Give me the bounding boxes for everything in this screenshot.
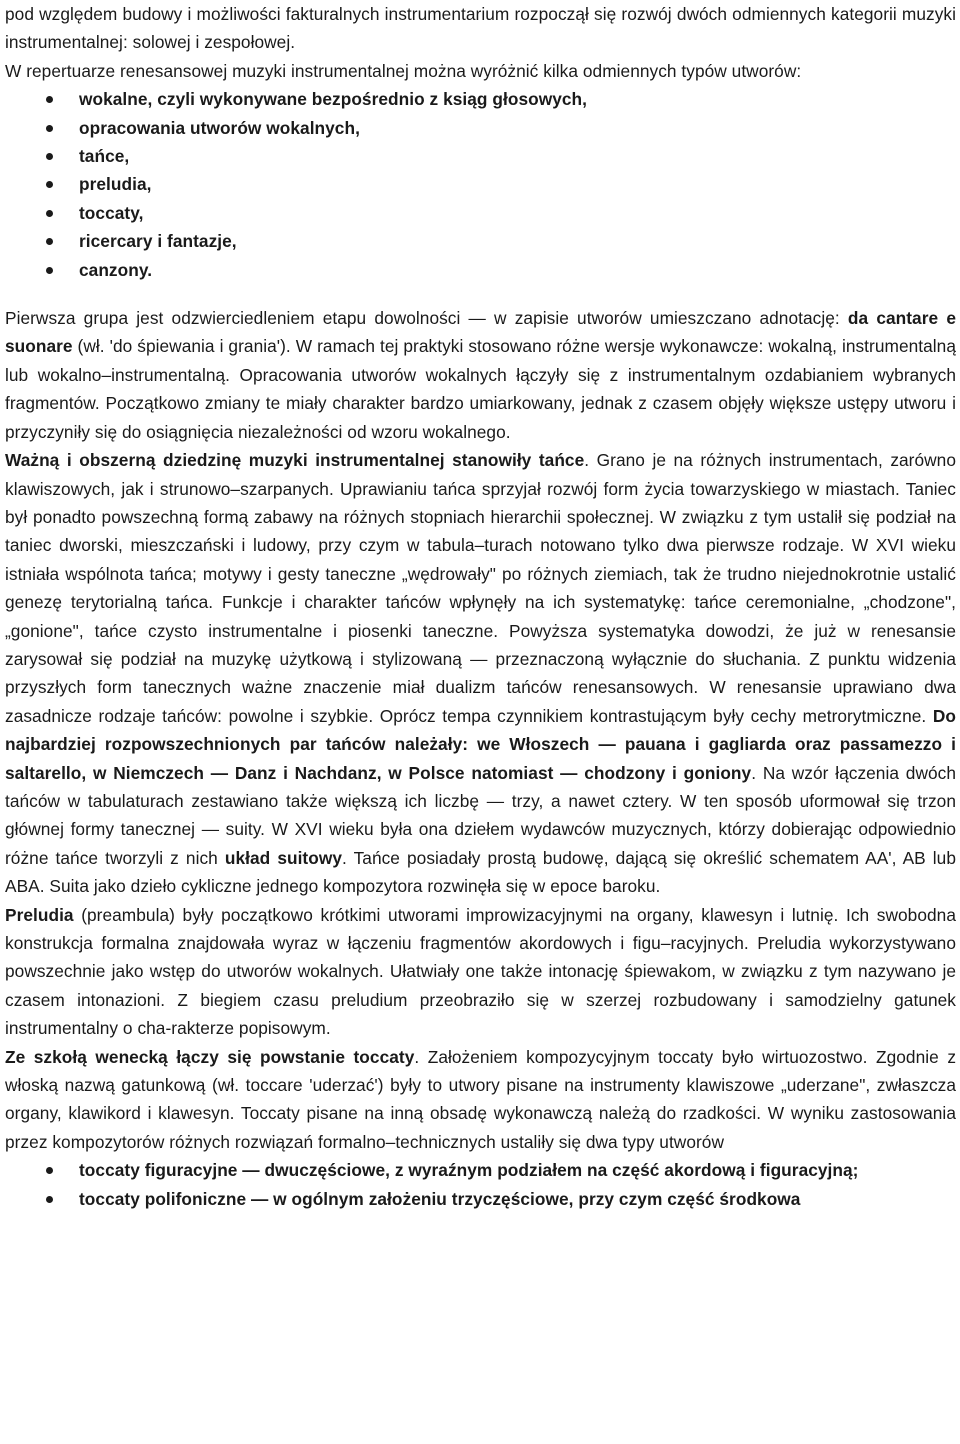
first-group-paragraph: Pierwsza grupa jest odzwierciedleniem etapu dowolności — w zapisie utworów umieszczano adnotację: da cantare e suonare (wł. 'do śpiewania i grania'). W ramach tej praktyki stosowano różne wersje wykonawcze: wokalną, instrumentalną lub wokalno–instrumentalną. Opracowania utworów wokalnych łączyły się z instrumentalnym ozdabianiem wybranych fragmentów. Początkowo zmiany te miały charakter bardzo umiarkowany, jednak z czasem objęły większe ustępy utworu i przyczyniły się do osiągnięcia niezależności od wzoru wokalnego. bbox=[5, 308, 956, 442]
list-item bbox=[5, 85, 956, 113]
list-item-text: wokalne, czyli wykonywane bezpośrednio z ksiąg głosowych, bbox=[79, 89, 587, 110]
list-item bbox=[5, 170, 956, 198]
list-item bbox=[5, 227, 956, 255]
list-item bbox=[5, 114, 956, 142]
list-item-text: toccaty, bbox=[79, 202, 144, 223]
list-item-text: toccaty figuracyjne — dwuczęściowe, z wyraźnym podziałem na część akordową i figuracyjną; bbox=[79, 1160, 859, 1181]
list-item bbox=[5, 256, 956, 284]
bullet-icon bbox=[46, 1196, 53, 1203]
list-item-text: ricercary i fantazje, bbox=[79, 231, 237, 252]
list-item bbox=[5, 1156, 956, 1184]
list-item-text: opracowania utworów wokalnych, bbox=[79, 117, 360, 138]
toccata-types-list bbox=[5, 1156, 956, 1213]
list-item bbox=[5, 142, 956, 170]
intro-paragraph: pod względem budowy i możliwości fakturalnych instrumentarium rozpoczął się rozwój dwóch odmiennych kategorii muzyki instrumentalnej: solowej i zespołowej. bbox=[5, 4, 956, 53]
bullet-icon bbox=[46, 96, 53, 103]
list-item-text: preludia, bbox=[79, 174, 152, 195]
list-item-text: toccaty polifoniczne — w ogólnym założeniu trzyczęściowe, przy czym część środkowa bbox=[79, 1188, 801, 1209]
bullet-icon bbox=[46, 1167, 53, 1174]
dances-paragraph: Ważną i obszerną dziedzinę muzyki instrumentalnej stanowiły tańce. Grano je na różnych instrumentach, zarówno klawiszowych, jak i strunowo–szarpanych. Uprawianiu tańca sprzyjał rozwój form życia towarzyskiego w miastach. Taniec był ponadto powszechną formą zabawy na różnych stopniach hierarchii społecznej. W związku z tym ustalił się podział na taniec dworski, mieszczański i ludowy, przy czym w tabula–turach notowano tylko dwa pierwsze rodzaje. W XVI wieku istniała wspólnota tańca; motywy i gesty taneczne „wędrowały" po różnych ziemiach, tak że trudno niejednokrotnie ustalić genezę terytorialną tańca. Funkcje i charakter tańców wpłynęły na ich systematykę: tańce ceremonialne, „chodzone", „gonione", tańce czysto instrumentalne i piosenki taneczne. Powyższa systematyka dowodzi, że już w renesansie zarysował się podział na muzykę użytkową i stylizowaną — przeznaczoną wyłącznie do słuchania. Z punktu widzenia przyszłych form tanecznych ważne znaczenie miał dualizm tańców renesansowych. W renesansie uprawiano dwa zasadnicze rodzaje tańców: powolne i szybkie. Oprócz tempa czynnikiem kontrastującym były cechy metrorytmiczne. Do najbardziej rozpowszechnionych par tańców należały: we Włoszech — pauana i gagliarda oraz passamezzo i saltarello, w Niemczech — Danz i Nachdanz, w Polsce natomiast — chodzony i goniony. Na wzór łączenia dwóch tańców w tabulaturach zestawiano także większą ich liczbę — trzy, a nawet cztery. W ten sposób uformował się trzon głównej formy tanecznej — suity. W XVI wieku była ona dziełem wydawców muzycznych, którzy dobierając odpowiednio różne tańce tworzyli z nich układ suitowy. Tańce posiadały prostą budowę, dającą się określić schematem AA', AB lub ABA. Suita jako dzieło cykliczne jednego kompozytora rozwinęła się w epoce baroku. bbox=[5, 450, 956, 897]
intro-types-paragraph: W repertuarze renesansowej muzyki instrumentalnej można wyróżnić kilka odmiennych typów utworów: bbox=[5, 60, 802, 81]
list-item bbox=[5, 1185, 956, 1213]
bullet-icon bbox=[46, 210, 53, 217]
work-types-list bbox=[5, 85, 956, 284]
bullet-icon bbox=[46, 181, 53, 188]
list-item-text: tańce, bbox=[79, 146, 130, 167]
list-item-text: canzony. bbox=[79, 259, 153, 280]
list-item bbox=[5, 199, 956, 227]
preludes-paragraph: Preludia (preambula) były początkowo krótkimi utworami improwizacyjnymi na organy, klawesyn i lutnię. Ich swobodna konstrukcja formalna znajdowała wyraz w łączeniu fragmentów akordowych i figu–racyjnych. Preludia wykorzystywano powszechnie jako wstęp do utworów wokalnych. Ułatwiały one także intonację śpiewakom, w związku z tym nazywano je czasem intonazioni. Z biegiem czasu preludium przeobraziło się w szerzej rozbudowany i samodzielny gatunek instrumentalny o cha-rakterze popisowym. bbox=[5, 904, 956, 1039]
toccata-paragraph: Ze szkołą wenecką łączy się powstanie toccaty. Założeniem kompozycyjnym toccaty było wirtuozostwo. Zgodnie z włoską nazwą gatunkową (wł. toccare 'uderzać') były to utwory pisane na instrumenty klawiszowe „uderzane", zwłaszcza organy, klawikord i klawesyn. Toccaty pisane na inną obsadę wykonawczą należą do rzadkości. W wyniku zastosowania przez kompozytorów różnych rozwiązań formalno–technicznych ustaliły się dwa typy utworów bbox=[5, 1046, 957, 1152]
bullet-icon bbox=[46, 267, 53, 274]
bullet-icon bbox=[46, 153, 53, 160]
bullet-icon bbox=[46, 125, 53, 132]
bullet-icon bbox=[46, 238, 53, 245]
